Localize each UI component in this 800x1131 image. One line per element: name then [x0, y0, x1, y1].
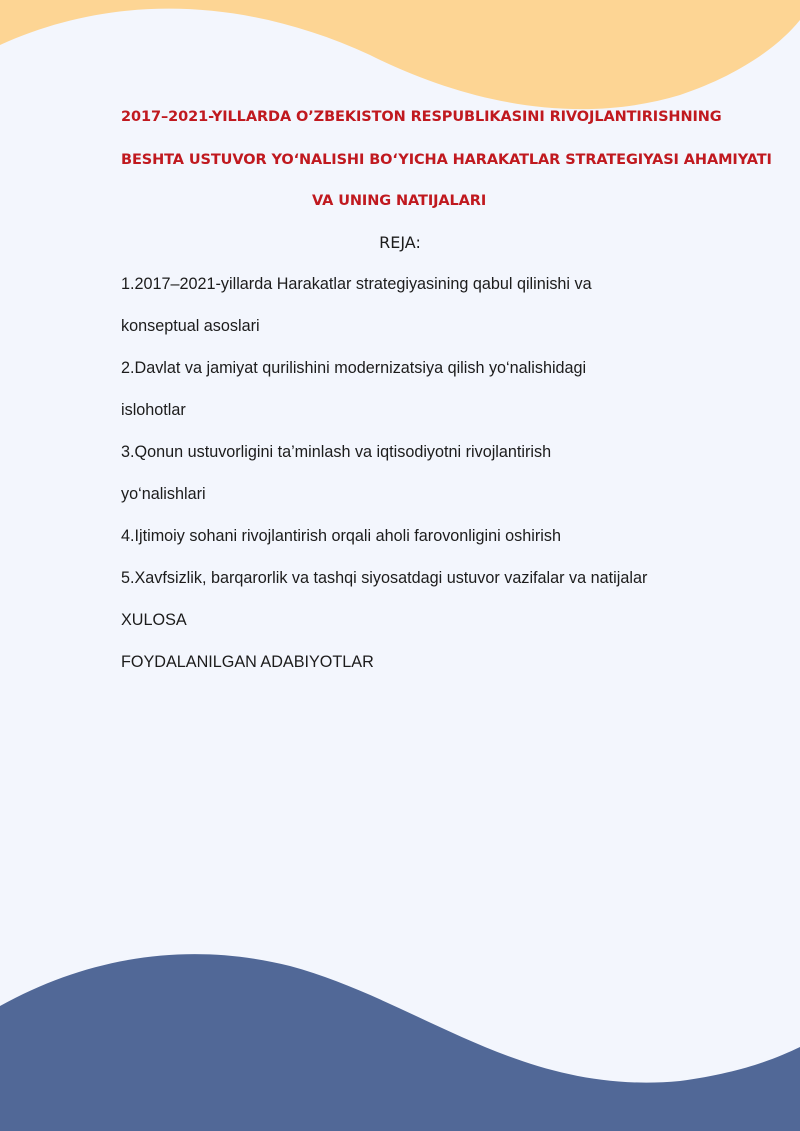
- plan-item-1-cont: konseptual asoslari: [121, 317, 260, 335]
- plan-item-4: 4.Ijtimoiy sohani rivojlantirish orqali aholi farovonligini oshirish: [121, 527, 561, 545]
- plan-item-references: FOYDALANILGAN ADABIYOTLAR: [121, 653, 374, 671]
- title-line-3: VA UNING NATIJALARI: [312, 193, 487, 209]
- plan-item-conclusion: XULOSA: [121, 611, 187, 629]
- plan-heading: REJA:: [379, 233, 421, 252]
- plan-item-3: 3.Qonun ustuvorligini ta’minlash va iqtisodiyotni rivojlantirish: [121, 443, 552, 461]
- title-line-1: 2017–2021-YILLARDA O’ZBEKISTON RESPUBLIKASINI RIVOJLANTIRISHNING: [121, 109, 722, 125]
- plan-item-2: 2.Davlat va jamiyat qurilishini modernizatsiya qilish yo‘nalishidagi: [121, 359, 587, 377]
- plan-item-5: 5.Xavfsizlik, barqarorlik va tashqi siyosatdagi ustuvor vazifalar va natijalar: [121, 569, 648, 587]
- plan-item-3-cont: yo‘nalishlari: [121, 485, 206, 503]
- bottom-wave-decoration: [0, 941, 800, 1131]
- plan-item-1: 1.2017–2021-yillarda Harakatlar strategiyasining qabul qilinishi va: [121, 275, 592, 293]
- plan-item-2-cont: islohotlar: [121, 401, 186, 419]
- title-line-2: BESHTA USTUVOR YO‘NALISHI BO‘YICHA HARAKATLAR STRATEGIYASI AHAMIYATI: [121, 152, 772, 168]
